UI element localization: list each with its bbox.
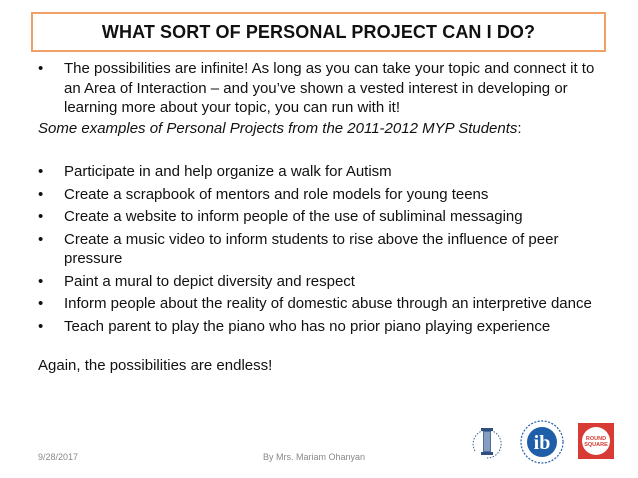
list-item-text: Create a music video to inform students to rise above the influence of peer pressure (64, 230, 559, 267)
ib-logo-text: ib (533, 432, 551, 454)
bullet-dot: • (38, 295, 44, 312)
bullet-dot: • (38, 317, 44, 335)
list-item-text: Teach parent to play the piano who has no prior piano playing experience (64, 317, 551, 335)
slide-content (38, 59, 608, 376)
bullet-dot: • (38, 163, 44, 180)
examples-heading: Some examples of Personal Projects from the 2011-2012 MYP Students (38, 119, 518, 137)
list-item (38, 317, 608, 337)
list-item-text: Create a scrapbook of mentors and role models for young teens (64, 185, 489, 203)
slide-title: WHAT SORT OF PERSONAL PROJECT CAN I DO? (101, 21, 536, 42)
round-square-line1: ROUND (585, 436, 607, 442)
intro-bullet (38, 59, 608, 118)
examples-colon: : (517, 119, 522, 137)
round-square-line2: SQUARE (584, 442, 608, 448)
list-item (38, 207, 608, 227)
footer-date: 9/28/2017 (38, 452, 79, 462)
bullet-dot: • (38, 208, 44, 225)
bullet-dot: • (38, 272, 44, 290)
closing-text: Again, the possibilities are endless! (38, 357, 273, 374)
bullet-dot: • (38, 60, 44, 77)
examples-list (38, 162, 608, 336)
list-item (38, 230, 608, 269)
pillar-logo-icon (470, 421, 504, 463)
footer-author: By Mrs. Mariam Ohanyan (263, 452, 366, 462)
bullet-dot: • (38, 185, 44, 203)
list-item (38, 162, 608, 182)
list-item-text: Create a website to inform people of the use of subliminal messaging (64, 208, 523, 225)
examples-heading-line (38, 119, 608, 139)
list-item-text: Participate in and help organize a walk for Autism (64, 163, 392, 180)
title-box (31, 12, 606, 52)
list-item-text: Paint a mural to depict diversity and respect (64, 272, 355, 290)
list-item (38, 272, 608, 292)
intro-text: The possibilities are infinite! As long as you can take your topic and connect it to an Area of Interaction – and you’ve shown a vested interest in developing or learning more about your topic, you can run with it! (64, 60, 595, 116)
ib-logo-icon (517, 418, 567, 466)
bullet-dot: • (38, 230, 44, 248)
list-item (38, 294, 608, 314)
round-square-logo-icon (578, 423, 614, 459)
list-item-text: Inform people about the reality of domestic abuse through an interpretive dance (64, 295, 592, 312)
list-item (38, 185, 608, 205)
